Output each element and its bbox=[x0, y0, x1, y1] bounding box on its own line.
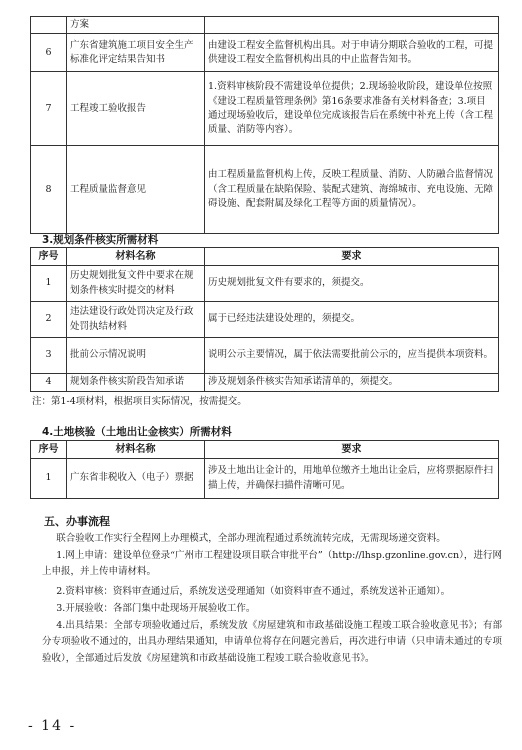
row-number: 6 bbox=[31, 34, 67, 72]
material-name: 规划条件核实阶段告知承诺 bbox=[67, 374, 205, 392]
page-number: - 14 - bbox=[28, 718, 77, 734]
table-row bbox=[31, 374, 499, 392]
table-row bbox=[31, 338, 499, 374]
material-name: 广东省建筑施工项目安全生产标准化评定结果告知书 bbox=[67, 34, 205, 72]
table-row bbox=[31, 302, 499, 338]
table-header-row bbox=[31, 248, 499, 266]
row-number: 7 bbox=[31, 72, 67, 146]
table-row bbox=[31, 266, 499, 302]
row-number: 1 bbox=[31, 459, 67, 499]
material-name: 历史规划批复文件中要求在规划条件核实时提交的材料 bbox=[67, 266, 205, 302]
material-requirement: 由工程质量监督机构上传，反映工程质量、消防、人防融合监督情况（含工程质量在缺陷保险、装配式建筑、海绵城市、充电设施、无障碍设施、配套附属及绿化工程等方面的质量情况）。 bbox=[205, 146, 499, 234]
planning-materials-table bbox=[30, 247, 499, 392]
process-step-result: 4.出具结果：全部专项验收通过后，系统发放《房屋建筑和市政基础设施工程竣工联合验收意见书》；有部分专项验收不通过的，出具办理结果通知，申请单位将存在问题完善后，再次进行申请（只申请未通过的专项验收），全部通过后发放《房屋建筑和市政基础设施工程竣工联合验收意见书》。 bbox=[42, 620, 502, 664]
process-heading: 五、办事流程 bbox=[44, 515, 110, 528]
material-name: 广东省非税收入（电子）票据 bbox=[67, 459, 205, 499]
header-number: 序号 bbox=[31, 248, 67, 266]
material-name: 工程竣工验收报告 bbox=[67, 72, 205, 146]
header-requirement: 要求 bbox=[205, 248, 499, 266]
process-step-online-application: 1.网上申请：建设单位登录“广州市工程建设项目联合审批平台”（http://lhsp.gzonline.gov.cn），进行网上申报，并上传申请材料。 bbox=[42, 550, 502, 578]
material-name: 批前公示情况说明 bbox=[67, 338, 205, 374]
header-requirement: 要求 bbox=[205, 441, 499, 459]
material-requirement: 1.资料审核阶段不需建设单位提供；2.现场验收阶段，建设单位按照《建设工程质量管理条例》第16条要求准备有关材料备查；3.项目通过现场验收后，建设单位完成该报告后在系统中补充上传（含工程质量、消防等内容）。 bbox=[205, 72, 499, 146]
material-requirement bbox=[205, 17, 499, 34]
material-requirement: 属于已经违法建设处理的，须提交。 bbox=[205, 302, 499, 338]
table-row bbox=[31, 34, 499, 72]
table-header-row bbox=[31, 441, 499, 459]
materials-table-continued bbox=[30, 16, 499, 234]
material-requirement: 由建设工程安全监督机构出具。对于申请分期联合验收的工程，可提供建设工程安全监督机构出具的中止监督告知书。 bbox=[205, 34, 499, 72]
table-row bbox=[31, 146, 499, 234]
material-requirement: 涉及规划条件核实告知承诺清单的，须提交。 bbox=[205, 374, 499, 392]
row-number bbox=[31, 17, 67, 34]
header-material: 材料名称 bbox=[67, 248, 205, 266]
process-step-review: 2.资料审核：资料审查通过后，系统发送受理通知（如资料审查不通过，系统发送补正通知）。 bbox=[56, 586, 451, 597]
table-row bbox=[31, 459, 499, 499]
header-material: 材料名称 bbox=[67, 441, 205, 459]
section-title-planning: 3.规划条件核实所需材料 bbox=[42, 234, 159, 246]
material-name: 工程质量监督意见 bbox=[67, 146, 205, 234]
row-number: 2 bbox=[31, 302, 67, 338]
row-number: 1 bbox=[31, 266, 67, 302]
land-materials-table bbox=[30, 440, 499, 499]
material-requirement: 涉及土地出让金计的，用地单位缴齐土地出让金后，应将票据原件扫描上传，并确保扫描件清晰可见。 bbox=[205, 459, 499, 499]
table-row bbox=[31, 72, 499, 146]
planning-note: 注：第1-4项材料，根据项目实际情况，按需提交。 bbox=[32, 396, 247, 407]
process-intro: 联合验收工作实行全程网上办理模式，全部办理流程通过系统流转完成，无需现场递交资料。 bbox=[56, 533, 446, 544]
material-requirement: 说明公示主要情况，属于依法需要批前公示的，应当提供本项资料。 bbox=[205, 338, 499, 374]
row-number: 8 bbox=[31, 146, 67, 234]
row-number: 4 bbox=[31, 374, 67, 392]
section-title-land: 4.土地核验（土地出让金核实）所需材料 bbox=[42, 426, 232, 438]
material-name: 方案 bbox=[67, 17, 205, 34]
table-row bbox=[31, 17, 499, 34]
material-requirement: 历史规划批复文件有要求的，须提交。 bbox=[205, 266, 499, 302]
process-step-inspection: 3.开展验收：各部门集中赴现场开展验收工作。 bbox=[56, 603, 256, 614]
material-name: 违法建设行政处罚决定及行政处罚执结材料 bbox=[67, 302, 205, 338]
row-number: 3 bbox=[31, 338, 67, 374]
header-number: 序号 bbox=[31, 441, 67, 459]
